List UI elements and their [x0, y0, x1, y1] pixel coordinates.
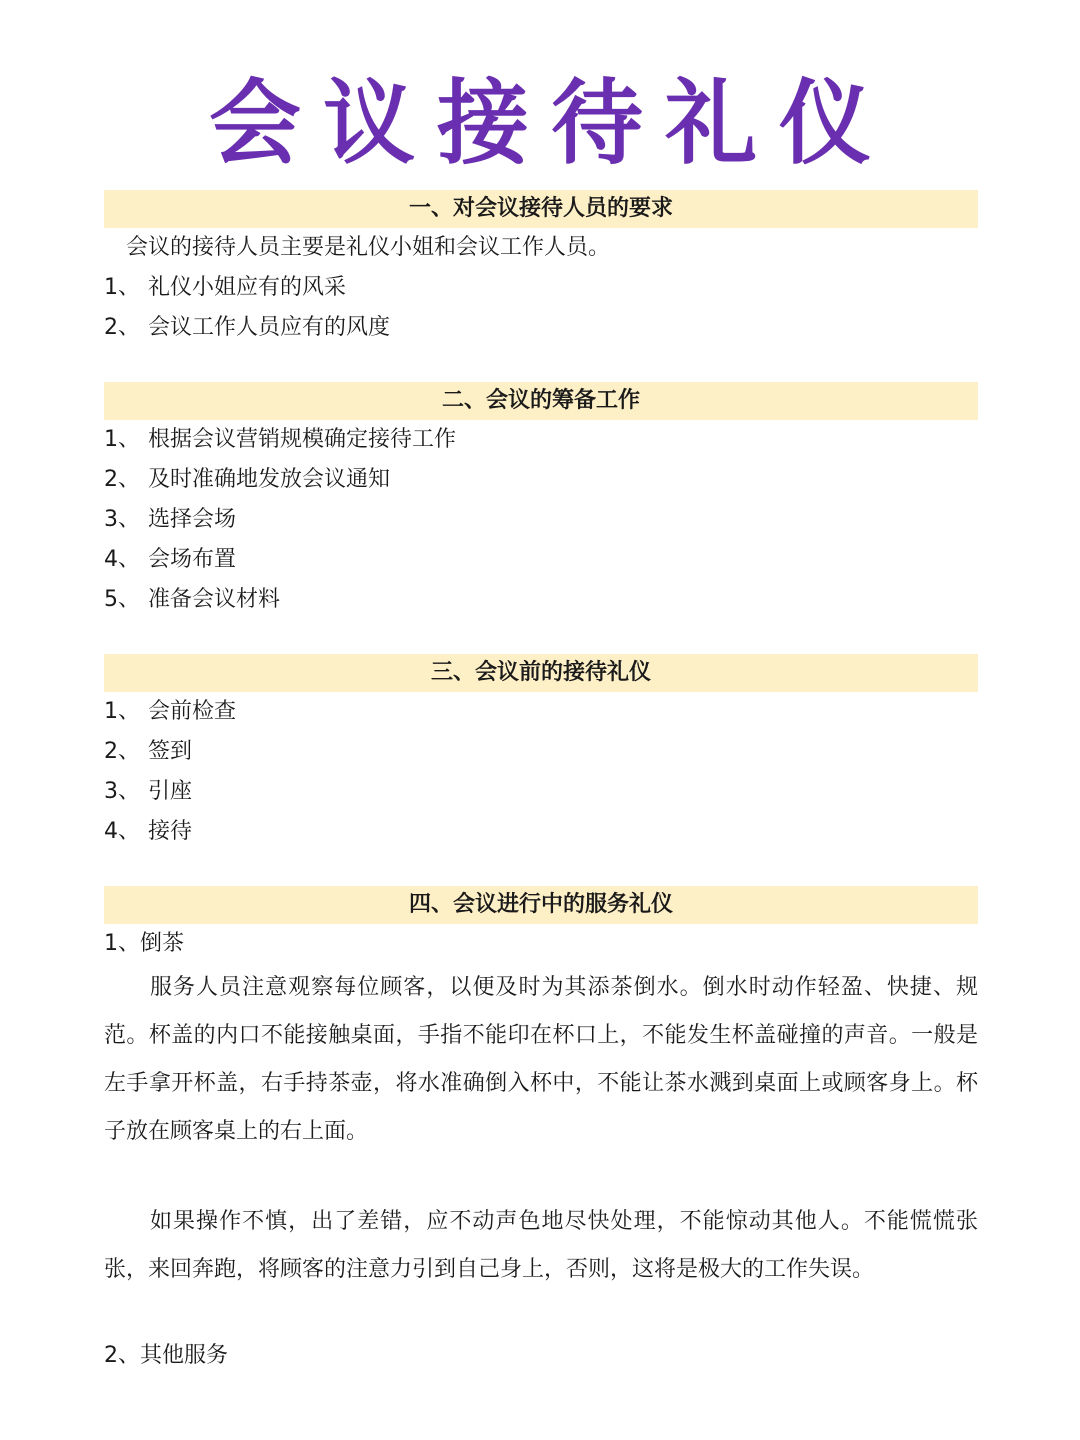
list-item	[104, 420, 978, 460]
section-spacer	[104, 620, 978, 654]
list-item-text: 礼仪小姐应有的风采	[148, 275, 347, 300]
list-item-text: 会前检查	[148, 699, 237, 724]
list-item-text: 准备会议材料	[148, 587, 281, 612]
list-item-text: 根据会议营销规模确定接待工作	[148, 427, 457, 452]
page-title: 会议接待礼仪	[208, 70, 893, 177]
list-item	[104, 268, 978, 308]
list-item-text: 会议工作人员应有的风度	[148, 315, 391, 340]
list-item	[104, 308, 978, 348]
list-item-text: 接待	[148, 819, 193, 844]
list-item-text: 及时准确地发放会议通知	[148, 467, 391, 492]
section-spacer	[104, 348, 978, 382]
subsection-title-tea: 1、倒茶	[104, 931, 184, 956]
list-item	[104, 812, 978, 852]
list-item	[104, 540, 978, 580]
section-heading-requirements: 一、对会议接待人员的要求	[104, 190, 978, 228]
list-item	[104, 732, 978, 772]
section-heading-preparation: 二、会议的筹备工作	[104, 382, 978, 420]
list-item	[104, 460, 978, 500]
list-item-number: 2、	[104, 739, 140, 764]
paragraph-spacer	[104, 1156, 978, 1198]
list-item-number: 1、	[104, 275, 140, 300]
list-item-number: 3、	[104, 507, 140, 532]
list-item	[104, 580, 978, 620]
list-item-text: 引座	[148, 779, 193, 804]
list-item-number: 5、	[104, 587, 140, 612]
document-body	[104, 190, 978, 1376]
list-item	[104, 772, 978, 812]
list-item-number: 1、	[104, 699, 140, 724]
section-spacer	[104, 852, 978, 886]
list-item-number: 4、	[104, 819, 140, 844]
pre-meeting-list	[104, 692, 978, 852]
list-item-number: 2、	[104, 315, 140, 340]
list-item-text: 签到	[148, 739, 193, 764]
paragraph-tea-service: 服务人员注意观察每位顾客，以便及时为其添茶倒水。倒水时动作轻盈、快捷、规范。杯盖的内口不能接触桌面，手指不能印在杯口上，不能发生杯盖碰撞的声音。一般是左手拿开杯盖，右手持茶壶，将水准确倒入杯中，不能让茶水溅到桌面上或顾客身上。杯子放在顾客桌上的右上面。	[104, 975, 978, 1144]
section-heading-pre-meeting: 三、会议前的接待礼仪	[104, 654, 978, 692]
section-intro: 会议的接待人员主要是礼仪小姐和会议工作人员。	[126, 235, 611, 260]
preparation-list	[104, 420, 978, 620]
subsection-title-other: 2、其他服务	[104, 1343, 228, 1368]
list-item-number: 2、	[104, 467, 140, 492]
section-heading-in-meeting: 四、会议进行中的服务礼仪	[104, 886, 978, 924]
list-item-number: 4、	[104, 547, 140, 572]
requirements-list	[104, 268, 978, 348]
list-item-number: 1、	[104, 427, 140, 452]
paragraph-spacer	[104, 1294, 978, 1336]
list-item	[104, 692, 978, 732]
list-item-text: 选择会场	[148, 507, 237, 532]
list-item-number: 3、	[104, 779, 140, 804]
paragraph-mistake-handling: 如果操作不慎，出了差错，应不动声色地尽快处理，不能惊动其他人。不能慌慌张张，来回奔跑，将顾客的注意力引到自己身上，否则，这将是极大的工作失误。	[104, 1209, 978, 1282]
list-item	[104, 500, 978, 540]
list-item-text: 会场布置	[148, 547, 237, 572]
